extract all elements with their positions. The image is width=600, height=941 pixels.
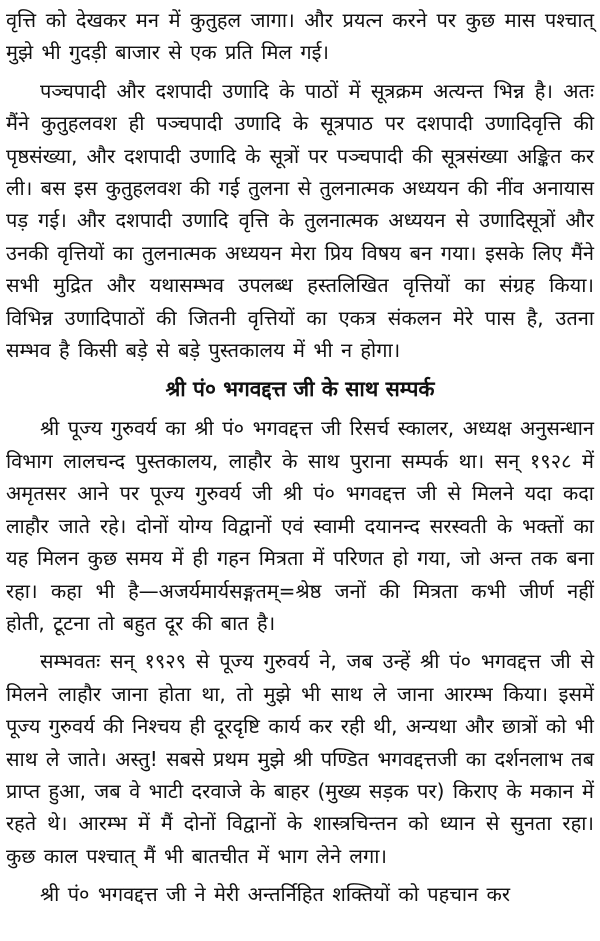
section-heading-bhagavaddatta: श्री पं० भगवद्दत्त जी के साथ सम्पर्क xyxy=(165,377,435,402)
paragraph-recognition: श्री पं० भगवद्दत्त जी ने मेरी अन्तर्निहित शक्तियों को पहचान कर xyxy=(40,882,511,907)
paragraph-manuscript-found: वृत्ति को देखकर मन में कुतुहल जागा। और प्रयत्न करने पर कुछ मास पश्चात् मुझे भी गुदड़ी बाजार से एक प्रति मिल गई। xyxy=(6,8,594,65)
paragraph-friendship: श्री पूज्य गुरुवर्य का श्री पं० भगवद्दत्त जी रिसर्च स्कालर, अध्यक्ष अनुसन्धान विभाग लालचन्द पुस्तकालय, लाहौर के साथ पुराना सम्पर्क था। सन् १९२८ में अमृतसर आने पर पूज्य गुरुवर्य जी श्री पं० भगवद्दत्त जी से मिलने यदा कदा लाहौर जाते रहे। दोनों योग्य विद्वानों एवं स्वामी दयानन्द सरस्वती के भक्तों का यह मिलन कुछ समय में ही गहन मित्रता में परिणत हो गया, जो अन्त तक बना रहा। कहा भी है—अजर्यमार्यसङ्गतम्=श्रेष्ठ जनों की मित्रता कभी जीर्ण नहीं होती, टूटना तो बहुत दूर की बात है। xyxy=(6,416,594,635)
paragraph-lahore-visits: सम्भवतः सन् १९२९ से पूज्य गुरुवर्य ने, जब उन्हें श्री पं० भगवद्दत्त जी से मिलने लाहौर जाना होता था, तो मुझे भी साथ ले जाना आरम्भ किया। इसमें पूज्य गुरुवर्य की निश्चय ही दूरदृष्टि कार्य कर रही थी, अन्यथा और छात्रों को भी साथ ले जाते। अस्तु! सबसे प्रथम मुझे श्री पण्डित भगवद्दत्तजी का दर्शनलाभ तब प्राप्त हुआ, जब वे भाटी दरवाजे के बाहर (मुख्य सड़क पर) किराए के मकान में रहते थे। आरम्भ में मैं दोनों विद्वानों के शास्त्रचिन्तन को ध्यान से सुनता रहा। कुछ काल पश्चात् मैं भी बातचीत में भाग लेने लगा। xyxy=(6,649,594,868)
paragraph-unadi-comparison: पञ्चपादी और दशपादी उणादि के पाठों में सूत्रक्रम अत्यन्त भिन्न है। अतः मैंने कुतुहलवश ही पञ्चपादी उणादि के सूत्रपाठ पर दशपादी उणादिवृत्ति की पृष्ठसंख्या, और दशपादी उणादि के सूत्रों पर पञ्चपादी की सूत्रसंख्या अङ्कित कर ली। बस इस कुतुहलवश की गई तुलना से तुलनात्मक अध्ययन की नींव अनायास पड़ गई। और दशपादी उणादि वृत्ति के तुलनात्मक अध्ययन से उणादिसूत्रों और उनकी वृत्तियों का तुलनात्मक अध्ययन मेरा प्रिय विषय बन गया। इसके लिए मैंने सभी मुद्रित और यथासम्भव उपलब्ध हस्तलिखित वृत्तियों का संग्रह किया। विभिन्न उणादिपाठों की जितनी वृत्तियों का एकत्र संकलन मेरे पास है, उतना सम्भव है किसी बड़े से बड़े पुस्तकालय में भी न होगा। xyxy=(6,78,595,363)
